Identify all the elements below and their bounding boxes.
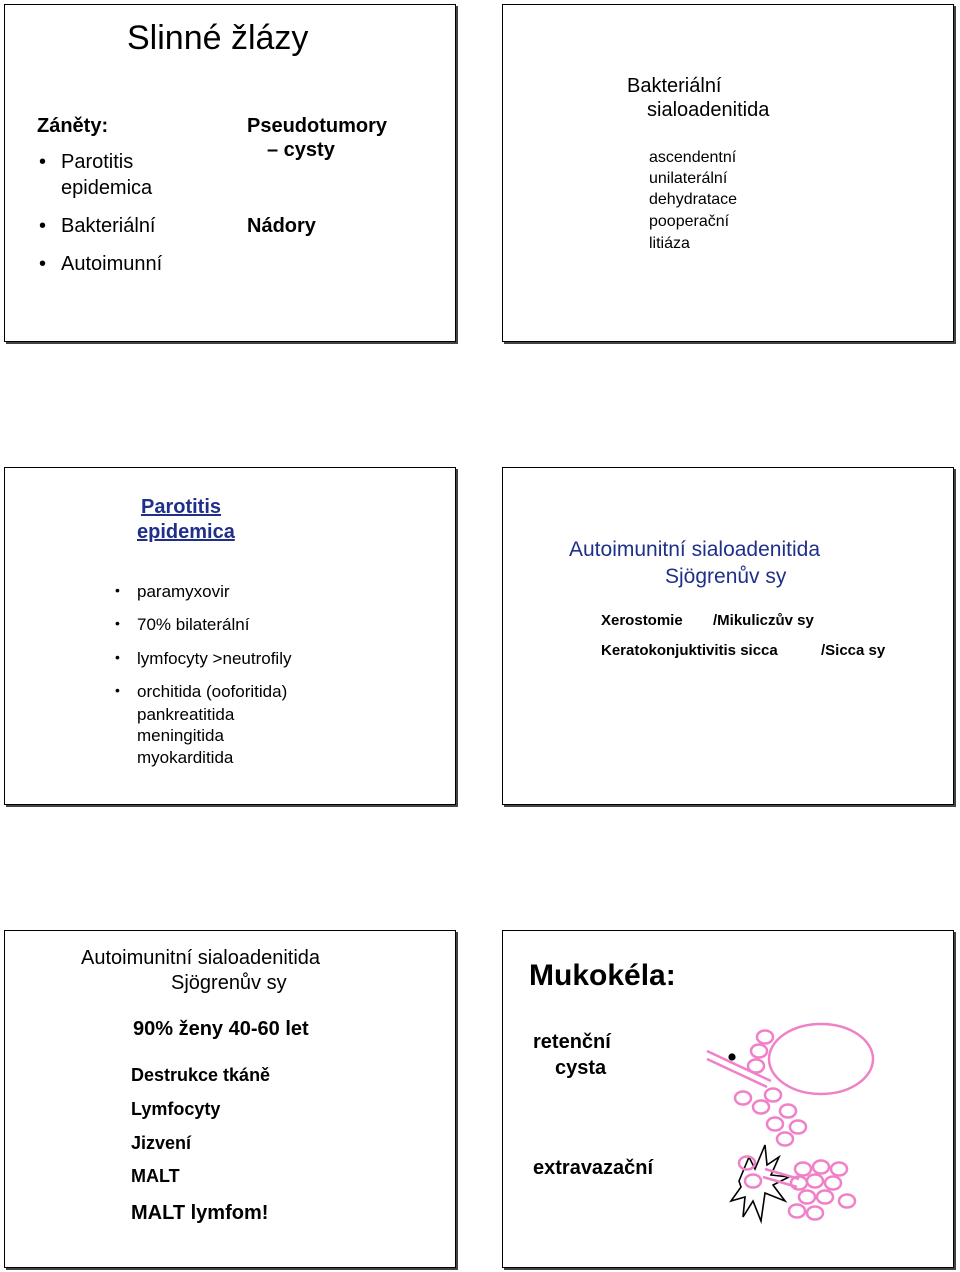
slide-4-row2-right: /Sicca sy: [821, 642, 886, 659]
slide-5-item: MALT: [131, 1166, 180, 1186]
acinus: [807, 1207, 823, 1220]
slide-3-bullet: • paramyxovir: [137, 582, 230, 602]
zanety-item: • Autoimunní: [61, 253, 162, 276]
cysta-label: cysta: [555, 1057, 607, 1079]
zanety-item: • Parotitis: [61, 151, 133, 174]
slide-2-item: unilaterální: [649, 170, 728, 187]
slide-2-title-2: sialoadenitida: [647, 99, 770, 121]
slide-2-item: ascendentní: [649, 149, 737, 166]
acinus: [825, 1177, 841, 1190]
slide-3: [4, 467, 456, 805]
slide-5-title-2: Sjögrenův sy: [171, 972, 287, 994]
acinus: [817, 1191, 833, 1204]
slide-2-item: litiáza: [649, 235, 690, 252]
acinus: [831, 1163, 847, 1176]
slide-4: [502, 467, 954, 805]
slide-1: [4, 4, 456, 342]
slide-4-title-1: Autoimunitní sialoadenitida: [569, 538, 820, 561]
slide-2: [502, 4, 954, 342]
slide-2-item: dehydratace: [649, 191, 738, 208]
retencni-label: retenční: [533, 1031, 611, 1053]
extravazacni-label: extravazační: [533, 1157, 654, 1179]
nadory-label: Nádory: [247, 215, 316, 237]
acinus: [795, 1163, 811, 1176]
slide-5-title-1: Autoimunitní sialoadenitida: [81, 947, 321, 969]
slide-5-item: Lymfocyty: [131, 1099, 221, 1119]
slide-4-row2-left: Keratokonjuktivitis sicca: [601, 642, 778, 659]
acinus: [839, 1195, 855, 1208]
slide-4-row1-right: /Mikuliczův sy: [713, 612, 814, 629]
slide-3-title-2: epidemica: [137, 521, 235, 543]
acinus: [789, 1205, 805, 1218]
slide-3-title-1: Parotitis: [141, 496, 222, 518]
acinus: [799, 1191, 815, 1204]
slide-5-stat: 90% ženy 40-60 let: [133, 1018, 309, 1040]
slide-3-subline: pankreatitida: [137, 705, 235, 724]
slide-4-row1-left: Xerostomie: [601, 612, 683, 629]
slide-3-subline: meningitida: [137, 726, 224, 745]
slide-6-title: Mukokéla:: [529, 959, 676, 992]
slide-5-item: Destrukce tkáně: [131, 1065, 271, 1085]
zanety-item: • Bakteriální: [61, 215, 156, 238]
slide-6: [502, 930, 954, 1268]
slide-3-bullet: • 70% bilaterální: [137, 615, 249, 635]
slide-2-item: pooperační: [649, 213, 730, 230]
slide-5-item: Jizvení: [131, 1133, 192, 1153]
slide-1-title: Slinné žlázy: [127, 19, 309, 57]
slide-3-bullet: • orchitida (ooforitida): [137, 682, 287, 702]
slide-5: [4, 930, 456, 1268]
slide-2-title-1: Bakteriální: [627, 75, 722, 97]
acinus: [745, 1175, 761, 1188]
zanety-heading: Záněty:: [37, 115, 109, 137]
extravasation-illustration: [503, 931, 955, 1269]
acinus: [807, 1175, 823, 1188]
slide-3-subline: myokarditida: [137, 748, 234, 767]
pseudotumory-label: Pseudotumory: [247, 115, 388, 137]
zanety-item-continuation: epidemica: [61, 177, 153, 199]
slide-4-title-2: Sjögrenův sy: [665, 565, 787, 588]
cysty-label: – cysty: [267, 139, 335, 161]
slide-3-bullet: • lymfocyty >neutrofily: [137, 649, 291, 669]
slide-5-last: MALT lymfom!: [131, 1202, 269, 1224]
acinus: [813, 1161, 829, 1174]
